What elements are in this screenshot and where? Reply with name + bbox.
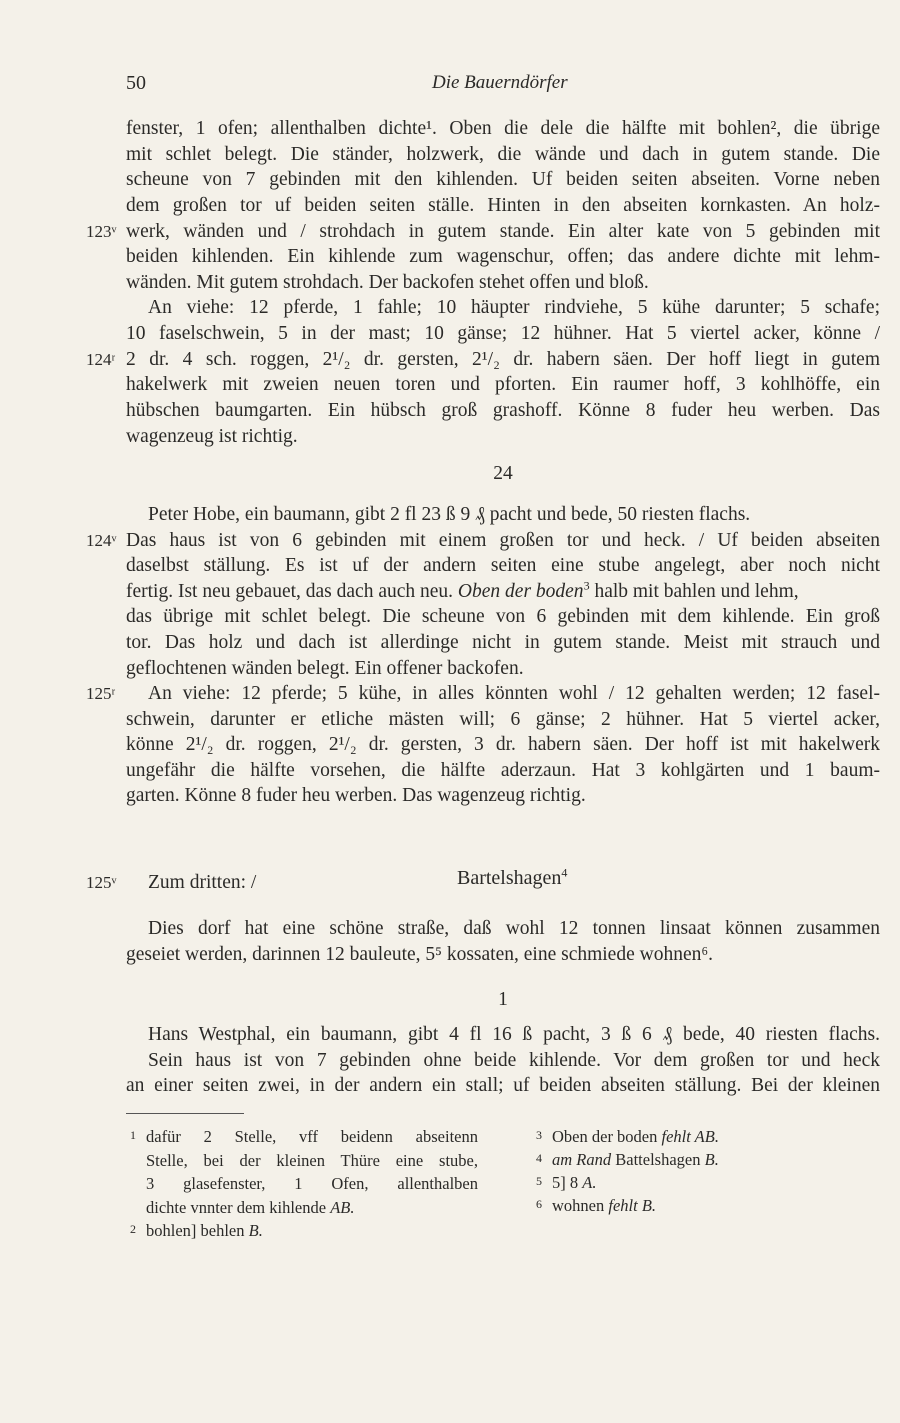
italic-text: Oben der boden [457,581,584,602]
text-line: das übrige mit schlet belegt. Die scheune von 6 gebinden mit dem kihlende. Ein groß [126,606,880,627]
entry-number: 24 [493,463,513,484]
text-line: fenster, 1 ofen; allenthalben dichte¹. Oben die dele die hälfte mit bohlen², die übrige [126,118,880,139]
text-line: Sein haus ist von 7 gebinden ohne beide kihlende. Vor dem großen tor und heck [148,1050,880,1071]
footnote-text: Oben der boden [552,1127,662,1146]
footnote-2 [130,1218,478,1243]
siglum: B. [704,1150,719,1169]
heading-text: Bartelshagen [457,867,562,889]
folio-marker: 125ᵛ [86,873,117,892]
text-line: an einer seiten zwei, in der andern ein stall; uf beiden abseiten ställung. Bei der kleinen [126,1075,880,1096]
text-line: wagenzeug ist richtig. [126,426,298,447]
footnote-line [130,1196,478,1220]
text-line [126,579,880,605]
footnote-italic: fehlt B. [608,1196,657,1215]
footnote-number: 2 [130,1222,136,1236]
siglum: AB. [330,1197,355,1217]
footnote-1 [130,1124,478,1219]
folio-marker: 123ᵛ [86,222,117,241]
text-line: werk, wänden und / strohdach in gutem stande. Ein alter kate von 5 gebinden mit [126,221,880,242]
footnote-text: Battelshagen [611,1150,705,1169]
text-line: Das haus ist von 6 gebinden mit einem großen tor und heck. / Uf beiden abseiten [126,530,880,551]
footnote-line: 3 glasefenster, 1 Ofen, allenthalben [146,1174,478,1193]
text-line: wänden. Mit gutem strohdach. Der backofen stehet offen und bloß. [126,272,649,293]
text-line: mit schlet belegt. Die ständer, holzwerk, die wände und dach in gutem stande. Die [126,144,880,165]
text-line: dem großen tor uf beiden seiten ställe. Hinten in den abseiten kornkasten. An holz- [126,195,880,216]
footnote-line [130,1124,478,1149]
text-line: Hans Westphal, ein baumann, gibt 4 fl 16 ß pacht, 3 ß 6 ₰ bede, 40 riesten flachs. [148,1024,880,1045]
folio-marker: 124ʳ [86,350,116,369]
chapter-intro: Zum dritten: / [148,872,257,893]
footnote-4 [536,1147,866,1172]
footnote-line: Stelle, bei der kleinen Thüre eine stube, [146,1150,478,1170]
text-line: geseiet werden, darinnen 12 bauleute, 5⁵ kossaten, eine schmiede wohnen⁶. [126,944,714,965]
text-line: 2 dr. 4 sch. roggen, 2¹/₂ dr. gersten, 2¹/₂ dr. habern säen. Der hoff liegt in gutem [126,349,880,370]
text-line: schwein, darunter er etliche mästen will; 6 gänse; 2 hühner. Hat 5 viertel acker, [126,709,880,730]
footnote-number: 4 [536,1151,542,1165]
footnote-italic: am Rand [552,1150,612,1169]
footnote-text: wohnen [552,1196,609,1215]
text-line: ungefähr die hälfte vorsehen, die hälfte aderzaun. Hat 3 kohlgärten und 1 baum- [126,760,880,781]
village-heading [457,866,657,892]
text-line: daselbst ställung. Es ist uf der andern seiten eine stube angelegt, aber noch nicht [126,555,880,576]
text-line: scheune von 7 gebinden mit den kihlenden. Uf beiden seiten abseiten. Vorne neben [126,169,880,190]
text-line: tor. Das holz und dach ist allerdinge nicht in gutem stande. Meist mit strauch und [126,632,880,653]
text-line: 10 faselschwein, 5 in der mast; 10 gänse; 12 hühner. Hat 5 viertel acker, könne / [126,323,880,344]
text-line: An viehe: 12 pferde; 5 kühe, in alles könnten wohl / 12 gehalten werden; 12 fasel- [148,683,880,704]
text-span: fertig. Ist neu gebauet, das dach auch neu. [126,581,458,602]
footnote-italic: fehlt AB. [661,1127,719,1146]
text-line: könne 2¹/₂ dr. roggen, 2¹/₂ dr. gersten, 3 dr. habern säen. Der hoff ist mit hakelwerk [126,734,880,755]
text-line: hakelwerk mit zweien neuen toren und pforten. Ein raumer hoff, 3 kohlhöffe, ein [126,374,880,395]
footnote-text: 5] 8 [552,1173,583,1192]
footnote-rule [126,1113,244,1114]
text-line: garten. Könne 8 fuder heu werben. Das wagenzeug richtig. [126,785,586,806]
folio-marker: 124ᵛ [86,531,117,550]
text-line: An viehe: 12 pferde, 1 fahle; 10 häupter rindviehe, 5 kühe darunter; 5 schafe; [148,297,880,318]
text-line: geflochtenen wänden belegt. Ein offener backofen. [126,658,524,679]
running-title: Die Bauerndörfer [432,72,568,93]
text-line: hübschen baumgarten. Ein hübsch groß grashoff. Könne 8 fuder heu werben. Das [126,400,880,421]
entry-number: 1 [498,989,508,1010]
footnote-ref: 4 [561,865,568,880]
text-span: halb mit bahlen und lehm, [589,581,799,602]
footnote-3 [536,1124,866,1149]
footnote-number: 1 [130,1128,136,1142]
siglum: A. [582,1173,597,1192]
folio-marker: 125ʳ [86,684,116,703]
footnote-5 [536,1170,866,1195]
text-line: Peter Hobe, ein baumann, gibt 2 fl 23 ß 9 ₰ pacht und bede, 50 riesten flachs. [148,504,751,525]
text-line: Dies dorf hat eine schöne straße, daß wohl 12 tonnen linsaat können zusammen [148,918,880,939]
footnote-number: 6 [536,1197,542,1211]
footnote-number: 5 [536,1174,542,1188]
footnote-number: 3 [536,1128,542,1142]
page-number: 50 [126,72,146,94]
footnote-text: dafür 2 Stelle, vff beidenn abseitenn [146,1127,478,1146]
text-line: beiden kihlenden. Ein kihlende zum wagenschur, offen; das andere dichte mit lehm- [126,246,880,267]
footnote-text: bohlen] behlen [146,1221,249,1240]
siglum: B. [248,1221,263,1240]
footnote-ref: 3 [583,578,590,593]
footnote-6 [536,1193,866,1218]
footnote-text: dichte vnnter dem kihlende [146,1197,331,1217]
